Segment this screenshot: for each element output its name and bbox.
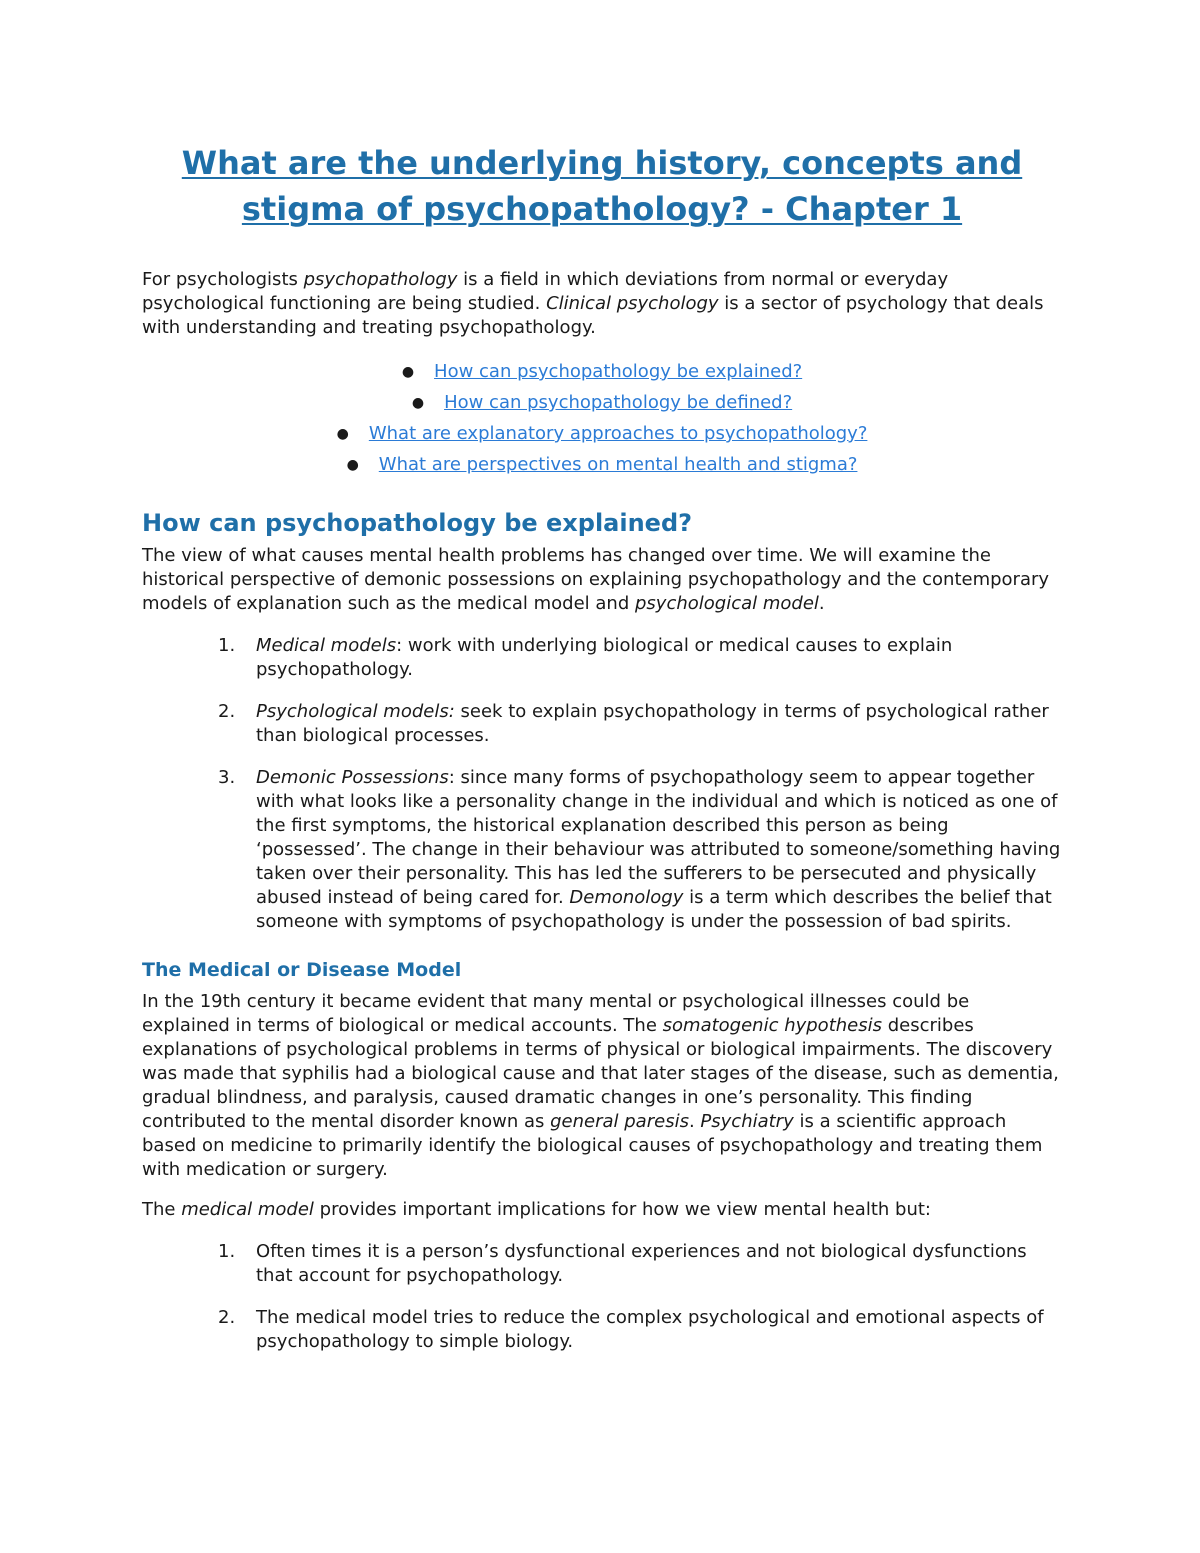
emphasis-medical-model: medical model — [181, 1199, 314, 1220]
list-item-term: Medical models — [256, 635, 397, 656]
document-title: What are the underlying history, concepts and stigma of psychopathology? - Chapter 1 — [181, 144, 1023, 228]
section2-p2-text-2: provides important implications for how we view mental health but: — [313, 1199, 931, 1220]
list-number: 2. — [218, 1307, 236, 1328]
toc-link-explained[interactable]: How can psychopathology be explained? — [434, 361, 803, 382]
subsection-heading-medical-model: The Medical or Disease Model — [142, 959, 462, 981]
section2-text-3: . — [688, 1111, 701, 1132]
list-item — [142, 700, 1062, 748]
toc-link-mental-health-stigma[interactable]: What are perspectives on mental health and stigma? — [378, 454, 858, 475]
intro-text-1: For psychologists — [142, 269, 304, 290]
table-of-contents — [142, 360, 1062, 478]
toc-item — [142, 422, 1062, 447]
intro-text-2: is a field in which deviations from normal or everyday psychological functioning are being studied. — [142, 269, 949, 314]
section2-paragraph-2 — [142, 1198, 1062, 1222]
bullet-icon: ● — [401, 364, 415, 380]
list-item-text: seek to explain psychopathology in terms of psychological rather than biological processes. — [256, 701, 1049, 746]
emphasis-general-paresis: general paresis — [550, 1111, 689, 1132]
list-item-text: Often times it is a person’s dysfunctional experiences and not biological dysfunctions that account for psychopathology. — [256, 1241, 1027, 1286]
intro-emphasis-psychopathology: psychopathology — [303, 269, 458, 290]
intro-paragraph — [142, 268, 1062, 340]
section-heading-explained: How can psychopathology be explained? — [142, 509, 693, 537]
section2-p2-text-1: The — [142, 1199, 182, 1220]
list-number: 3. — [218, 767, 236, 788]
section1-text-1: The view of what causes mental health problems has changed over time. We will examine the historical perspective of demonic possessions on explaining psychopathology and the contemporary models of explanation such as the medical model and — [142, 545, 1050, 614]
toc-item — [142, 453, 1062, 478]
list-item — [142, 634, 1062, 682]
toc-link-explanatory-approaches[interactable]: What are explanatory approaches to psychopathology? — [368, 423, 868, 444]
list-number: 1. — [218, 635, 236, 656]
list-item — [142, 1240, 1062, 1288]
section1-emphasis: psychological model — [634, 593, 819, 614]
list-item-term-demonology: Demonology — [569, 887, 684, 908]
section1-text-2: . — [818, 593, 825, 614]
section1-numbered-list — [142, 634, 1062, 934]
list-item — [142, 1306, 1062, 1354]
list-item-text: : work with underlying biological or medical causes to explain psychopathology. — [256, 635, 953, 680]
list-number: 2. — [218, 701, 236, 722]
list-item-term: Psychological models: — [256, 701, 455, 722]
section2-numbered-list — [142, 1240, 1062, 1354]
intro-text-3: is a sector of psychology that deals with understanding and treating psychopathology. — [142, 293, 1044, 338]
list-number: 1. — [218, 1241, 236, 1262]
list-item-text: : since many forms of psychopathology seem to appear together with what looks like a personality change in the individual and which is noticed as one of the first symptoms, the historical explanation described this person as being ‘possessed’. The change in their behaviour was attributed to someone/something having taken over their personality. This has led the sufferers to be persecuted and physically abused instead of being cared for. — [256, 767, 1061, 908]
toc-link-defined[interactable]: How can psychopathology be defined? — [444, 392, 793, 413]
section1-paragraph — [142, 544, 1062, 616]
toc-item — [142, 360, 1062, 385]
list-item-text: The medical model tries to reduce the complex psychological and emotional aspects of psychopathology to simple biology. — [256, 1307, 1044, 1352]
section2-paragraph-1 — [142, 990, 1062, 1182]
bullet-icon: ● — [346, 457, 359, 473]
section2-text-4: is a scientific approach based on medicine to primarily identify the biological causes of psychopathology and treating them with medication or surgery. — [142, 1111, 1043, 1180]
list-item-text: is a term which describes the belief that someone with symptoms of psychopathology is under the possession of bad spirits. — [256, 887, 1052, 932]
list-item-term: Demonic Possessions — [256, 767, 449, 788]
section2-text-1: In the 19th century it became evident that many mental or psychological illnesses could be explained in terms of biological or medical accounts. The — [142, 991, 970, 1036]
intro-emphasis-clinical-psychology: Clinical psychology — [546, 293, 719, 314]
section2-text-2: describes explanations of psychological problems in terms of physical or biological impairments. The discovery was made that syphilis had a biological cause and that later stages of the disease, such as dementia, gradual blindness, and paralysis, caused dramatic changes in one’s personality. This finding contributed to the mental disorder known as — [142, 1015, 1059, 1132]
bullet-icon: ● — [336, 426, 349, 442]
bullet-icon: ● — [411, 395, 425, 411]
toc-item — [142, 391, 1062, 416]
emphasis-psychiatry: Psychiatry — [700, 1111, 794, 1132]
document-page — [142, 140, 1062, 1372]
emphasis-somatogenic-hypothesis: somatogenic hypothesis — [662, 1015, 882, 1036]
list-item — [142, 766, 1062, 934]
